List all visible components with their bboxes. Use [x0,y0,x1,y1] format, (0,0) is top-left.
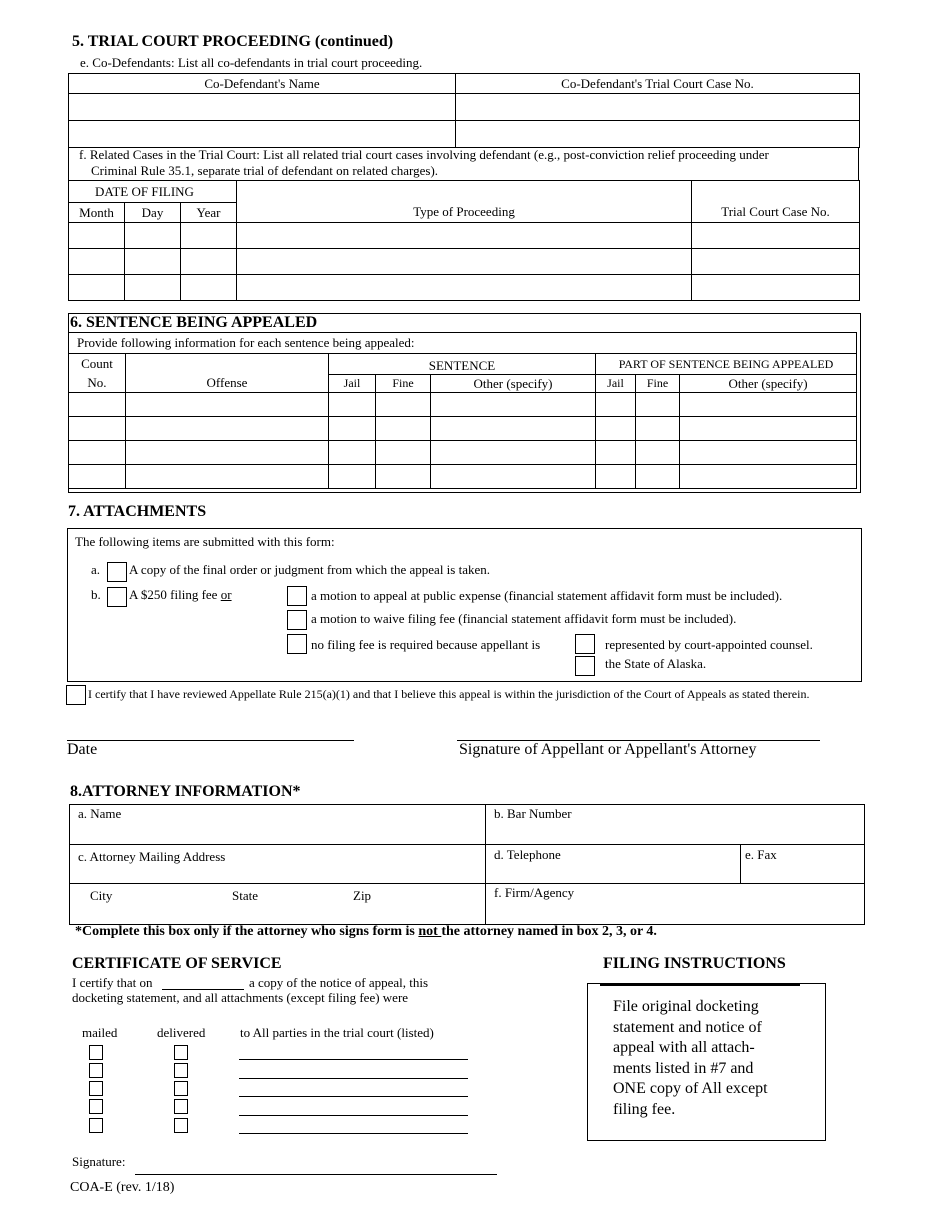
codef-case-header: Co-Defendant's Trial Court Case No. [456,74,860,94]
public-expense-text: a motion to appeal at public expense (financial statement affidavit form must be included). [311,588,783,603]
case-no-cell[interactable] [692,275,860,301]
codef-name-header: Co-Defendant's Name [69,74,456,94]
appealed-fine-header: Fine [636,375,680,393]
day-cell[interactable] [125,223,181,249]
zip-label: Zip [353,888,372,903]
attorney-box-note: *Complete this box only if the attorney who signs form is not the attorney named in box 2, 3, or 4. [75,924,657,939]
item-b-label: b. [91,587,101,602]
bar-number-field[interactable]: b. Bar Number [486,805,865,845]
attorney-name-field[interactable]: a. Name [70,805,486,845]
certificate-title: CERTIFICATE OF SERVICE [72,955,282,972]
offense-header: Offense [126,375,329,393]
co-defendants-table [68,73,860,148]
certificate-line-1a: I certify that on [72,975,153,990]
mailed-checkbox[interactable] [89,1081,103,1096]
party-line[interactable] [239,1133,468,1134]
party-line[interactable] [239,1096,468,1097]
waive-fee-checkbox[interactable] [287,610,307,630]
section-6-title: 6. SENTENCE BEING APPEALED [70,314,318,331]
codef-case-cell[interactable] [456,94,860,121]
delivered-checkbox[interactable] [174,1118,188,1133]
sentence-table [68,332,857,489]
mailed-header: mailed [82,1025,118,1040]
appealed-other-header: Other (specify) [680,375,857,393]
state-label: State [232,888,258,903]
count-header: Count [69,354,126,375]
sentence-instruction: Provide following information for each sentence being appealed: [69,333,857,354]
related-cases-table [68,180,860,301]
offense-cell[interactable] [126,441,329,465]
fine-cell[interactable] [376,393,431,417]
year-cell[interactable] [181,275,237,301]
signature-label: Signature of Appellant or Appellant's Attorney [459,741,757,758]
other-cell[interactable] [431,417,596,441]
appealed-jail-cell[interactable] [596,417,636,441]
related-cases-line-2: Criminal Rule 35.1, separate trial of defendant on related charges). [91,163,439,178]
filing-instructions-text: File original docketing statement and notice of appeal with all attach- ments listed in #7 and ONE copy of All except filing fee. [613,998,768,1118]
cert-signature-line[interactable] [135,1174,497,1175]
party-line[interactable] [239,1059,468,1060]
appealed-other-cell[interactable] [680,441,857,465]
day-cell[interactable] [125,275,181,301]
offense-cell[interactable] [126,417,329,441]
certificate-line-1b: a copy of the notice of appeal, this [249,975,429,990]
party-line[interactable] [239,1078,468,1079]
item-a-label: a. [91,562,101,577]
count-no-header: No. [69,375,126,393]
count-cell[interactable] [69,441,126,465]
fine-cell[interactable] [376,465,431,489]
jail-cell[interactable] [329,441,376,465]
year-cell[interactable] [181,249,237,275]
proceeding-cell[interactable] [237,223,692,249]
year-header: Year [181,203,237,223]
city-label: City [90,888,113,903]
appealed-other-cell[interactable] [680,417,857,441]
other-cell[interactable] [431,465,596,489]
month-cell[interactable] [69,223,125,249]
other-cell[interactable] [431,393,596,417]
party-line[interactable] [239,1115,468,1116]
delivered-header: delivered [157,1025,206,1040]
month-header: Month [69,203,125,223]
delivered-checkbox[interactable] [174,1099,188,1114]
filing-fee-text: A $250 filing fee or [129,587,232,602]
count-cell[interactable] [69,393,126,417]
form-id: COA-E (rev. 1/18) [70,1180,175,1195]
jail-cell[interactable] [329,465,376,489]
mailing-address-field[interactable]: c. Attorney Mailing Address [70,845,486,884]
appealed-fine-cell[interactable] [636,441,680,465]
section-7-title: 7. ATTACHMENTS [68,503,207,520]
city-state-zip-row[interactable] [70,884,486,925]
other-header: Other (specify) [431,375,596,393]
certify-text: I certify that I have reviewed Appellate Rule 215(a)(1) and that I believe this appeal is within the jurisdiction of the Court of Appeals as stated therein. [88,687,810,701]
appealed-jail-cell[interactable] [596,465,636,489]
signature-label-cert: Signature: [72,1154,126,1169]
trial-case-no-header: Trial Court Case No. [692,203,860,223]
type-of-proceeding-header: Type of Proceeding [237,203,692,223]
count-cell[interactable] [69,417,126,441]
jail-cell[interactable] [329,417,376,441]
case-no-cell[interactable] [692,223,860,249]
filing-fee-or: or [220,587,232,602]
final-order-checkbox[interactable] [107,562,127,582]
attorney-info-table [69,804,865,925]
codef-name-cell[interactable] [69,94,456,121]
codef-case-cell[interactable] [456,121,860,148]
offense-cell[interactable] [126,465,329,489]
attachments-box [67,528,862,682]
fine-header: Fine [376,375,431,393]
appealed-jail-header: Jail [596,375,636,393]
delivered-checkbox[interactable] [174,1063,188,1078]
proceeding-cell[interactable] [237,275,692,301]
court-counsel-checkbox[interactable] [575,634,595,654]
date-line[interactable] [67,740,354,741]
appealed-fine-cell[interactable] [636,465,680,489]
sentence-header: SENTENCE [329,354,596,375]
state-of-alaska-text: the State of Alaska. [605,656,707,671]
public-expense-checkbox[interactable] [287,586,307,606]
proceeding-cell[interactable] [237,249,692,275]
month-cell[interactable] [69,275,125,301]
fine-cell[interactable] [376,417,431,441]
appealed-other-cell[interactable] [680,393,857,417]
filing-instructions-title: FILING INSTRUCTIONS [603,955,786,972]
final-order-text: A copy of the final order or judgment from which the appeal is taken. [129,562,491,577]
day-header: Day [125,203,181,223]
date-label: Date [67,741,98,758]
filing-instructions-box [587,983,826,1141]
count-cell[interactable] [69,465,126,489]
case-no-cell[interactable] [692,249,860,275]
related-cases-instruction-box [68,147,859,181]
other-cell[interactable] [431,441,596,465]
certificate-line-2: docketing statement, and all attachments (except filing fee) were [72,990,409,1005]
section-5-title: 5. TRIAL COURT PROCEEDING (continued) [72,33,394,50]
filing-fee-checkbox[interactable] [107,587,127,607]
appealed-fine-cell[interactable] [636,417,680,441]
year-cell[interactable] [181,223,237,249]
mailed-checkbox[interactable] [89,1045,103,1060]
day-cell[interactable] [125,249,181,275]
certify-checkbox[interactable] [66,685,86,705]
co-defendants-instruction: e. Co-Defendants: List all co-defendants in trial court proceeding. [80,55,423,70]
no-fee-text: no filing fee is required because appellant is [311,637,541,652]
jail-cell[interactable] [329,393,376,417]
fine-cell[interactable] [376,441,431,465]
delivered-checkbox[interactable] [174,1045,188,1060]
telephone-field[interactable]: d. Telephone [486,845,741,884]
mailed-checkbox[interactable] [89,1063,103,1078]
mailed-checkbox[interactable] [89,1099,103,1114]
waive-fee-text: a motion to waive filing fee (financial statement affidavit form must be included). [311,611,737,626]
date-of-filing-header: DATE OF FILING [69,181,237,203]
section-8-title: 8.ATTORNEY INFORMATION* [70,783,301,800]
appealed-jail-cell[interactable] [596,441,636,465]
fax-field[interactable]: e. Fax [741,845,865,884]
parties-header: to All parties in the trial court (listed) [240,1025,434,1040]
mailed-checkbox[interactable] [89,1118,103,1133]
delivered-checkbox[interactable] [174,1081,188,1096]
attachments-intro: The following items are submitted with this form: [75,534,335,549]
no-fee-checkbox[interactable] [287,634,307,654]
state-of-alaska-checkbox[interactable] [575,656,595,676]
month-cell[interactable] [69,249,125,275]
offense-cell[interactable] [126,393,329,417]
appealed-other-cell[interactable] [680,465,857,489]
part-appealed-header: PART OF SENTENCE BEING APPEALED [596,354,857,375]
appealed-fine-cell[interactable] [636,393,680,417]
appealed-jail-cell[interactable] [596,393,636,417]
codef-name-cell[interactable] [69,121,456,148]
jail-header: Jail [329,375,376,393]
court-counsel-text: represented by court-appointed counsel. [605,637,813,652]
firm-agency-field[interactable]: f. Firm/Agency [486,884,865,925]
related-cases-line-1: f. Related Cases in the Trial Court: List all related trial court cases involving defendant (e.g., post-conviction relief proceeding under [79,147,769,162]
